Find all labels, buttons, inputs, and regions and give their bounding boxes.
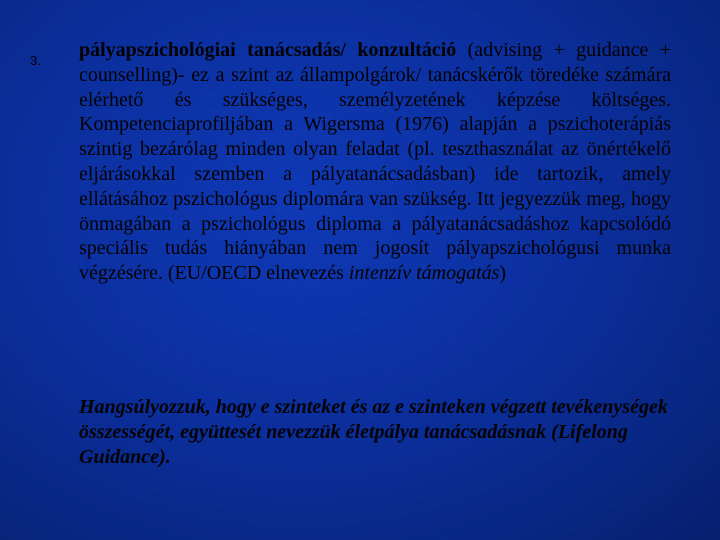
term-italic: intenzív támogatás — [348, 262, 500, 285]
body-text-2: ) — [499, 262, 507, 285]
list-item-text — [79, 38, 671, 286]
summary-paragraph: Hangsúlyozzuk, hogy e szinteket és az e szinteken végzett tevékenységek összességét, együttesét nevezzük életpálya tanácsadásnak (Lifelong Guidance). — [79, 396, 668, 468]
list-item-number: 3. — [30, 53, 41, 68]
term-bold: pályapszichológiai tanácsadás/ konzultáció — [79, 39, 457, 61]
body-text-1: (advising + guidance + counselling)- ez a szint az állampolgárok/ tanácskérők töredéke számára elérhető és szükséges, személyzetének képzése költséges. Kompetenciaprofiljában a Wigersma (1976) alapján a pszichoterápiás szintig bezárólag minden olyan feladat (pl. teszthasználat az önértékelő eljárásokkal szemben a pályatanácsadásban) ide tartozik, amely ellátásához pszichológus diplomára van szükség. Itt jegyezzük meg, hogy önmagában a pszichológus diploma a pályatanácsadáshoz kapcsolódó speciális tudás hiányában nem jogosít pályapszichológusi munka végzésére. (EU/OECD elnevezés — [79, 39, 671, 285]
